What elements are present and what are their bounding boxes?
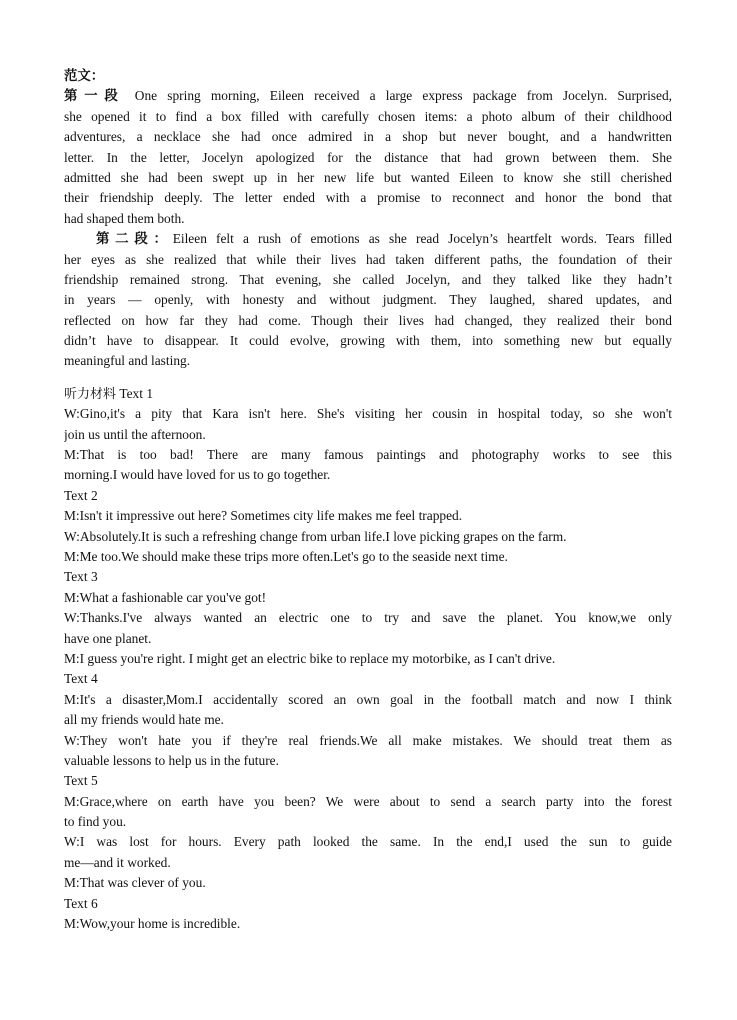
paragraph-line — [64, 86, 672, 106]
text-heading: Text 6 — [64, 895, 98, 911]
paragraph-line: letter. In the letter, Jocelyn apologized for the distance that had grown between them. She — [64, 149, 672, 165]
text-heading: Text 4 — [64, 671, 98, 687]
text-heading: Text 3 — [64, 569, 98, 585]
paragraph-line: friendship remained strong. That evening, she called Jocelyn, and they talked like they hadn’t — [64, 271, 672, 287]
transcript-line: M:I guess you're right. I might get an electric bike to replace my motorbike, as I can't drive. — [64, 650, 556, 666]
essay-paragraph-1 — [64, 86, 672, 229]
paragraph-2-label: 第二段： — [96, 231, 173, 248]
paragraph-line: adventures, a necklace she had once admired in a shop but never bought, and a handwritten — [64, 129, 672, 145]
paragraph-line: she opened it to find a box filled with carefully chosen items: a photo album of their childhood — [64, 108, 672, 124]
section-gap — [64, 372, 672, 384]
transcript-line: have one planet. — [64, 630, 152, 646]
listening-transcript — [64, 404, 672, 934]
transcript-line: join us until the afternoon. — [64, 426, 206, 442]
listening-heading — [64, 384, 672, 404]
transcript-line: morning.I would have loved for us to go together. — [64, 467, 331, 483]
transcript-line: W:They won't hate you if they're real friends.We all make mistakes. We should treat them as — [64, 732, 672, 748]
paragraph-text: One spring morning, Eileen received a large express package from Jocelyn. Surprised, — [134, 88, 672, 104]
paragraph-text: Eileen felt a rush of emotions as she read Jocelyn’s heartfelt words. Tears filled — [172, 231, 672, 247]
paragraph-1-label: 第一段 — [64, 88, 125, 105]
essay-paragraph-2 — [64, 229, 672, 372]
transcript-line: W:Absolutely.It is such a refreshing change from urban life.I love picking grapes on the farm. — [64, 528, 567, 544]
transcript-line: all my friends would hate me. — [64, 712, 224, 728]
transcript-line: valuable lessons to help us in the future. — [64, 752, 279, 768]
paragraph-line: didn’t have to disappear. It could evolve, growing with them, into something new but equally — [64, 333, 672, 349]
listening-heading-text: Text 1 — [119, 385, 154, 401]
paragraph-line: admitted she had been swept up in her new life but wanted Eileen to know she still cherished — [64, 169, 672, 185]
transcript-line: M:Wow,your home is incredible. — [64, 916, 241, 932]
paragraph-line — [64, 229, 672, 249]
transcript-line: M:Grace,where on earth have you been? We were about to send a search party into the forest — [64, 793, 672, 809]
transcript-line: M:Me too.We should make these trips more often.Let's go to the seaside next time. — [64, 548, 508, 564]
transcript-line: M:That is too bad! There are many famous paintings and photography works to see this — [64, 447, 672, 463]
transcript-line: W:Thanks.I've always wanted an electric one to try and save the planet. You know,we only — [64, 610, 672, 626]
text-heading: Text 2 — [64, 487, 98, 503]
transcript-line: me—and it worked. — [64, 854, 171, 870]
essay-title — [64, 66, 672, 86]
paragraph-line: their friendship deeply. The letter ended with a promise to reconnect and honor the bond that — [64, 190, 672, 206]
paragraph-line: reflected on how far they had come. Though their lives had changed, they realized their bond — [64, 312, 672, 328]
text-heading: Text 5 — [64, 773, 98, 789]
paragraph-line: her eyes as she realized that while their lives had taken different paths, the foundation of their — [64, 251, 672, 267]
transcript-line: W:Gino,it's a pity that Kara isn't here. She's visiting her cousin in hospital today, so she won't — [64, 406, 672, 422]
paragraph-line: had shaped them both. — [64, 210, 185, 226]
paragraph-line: meaningful and lasting. — [64, 353, 191, 369]
document-page — [64, 66, 672, 934]
transcript-line: M:What a fashionable car you've got! — [64, 589, 267, 605]
essay-title-text: 范文： — [64, 68, 105, 84]
transcript-line: M:Isn't it impressive out here? Sometimes city life makes me feel trapped. — [64, 508, 463, 524]
listening-heading-cn: 听力材料 — [64, 386, 117, 402]
transcript-line: W:I was lost for hours. Every path looked the same. In the end,I used the sun to guide — [64, 834, 672, 850]
paragraph-line: in years — openly, with honesty and without judgment. They laughed, shared updates, and — [64, 292, 672, 308]
transcript-line: M:It's a disaster,Mom.I accidentally scored an own goal in the football match and now I think — [64, 691, 672, 707]
transcript-line: M:That was clever of you. — [64, 875, 206, 891]
transcript-line: to find you. — [64, 814, 127, 830]
